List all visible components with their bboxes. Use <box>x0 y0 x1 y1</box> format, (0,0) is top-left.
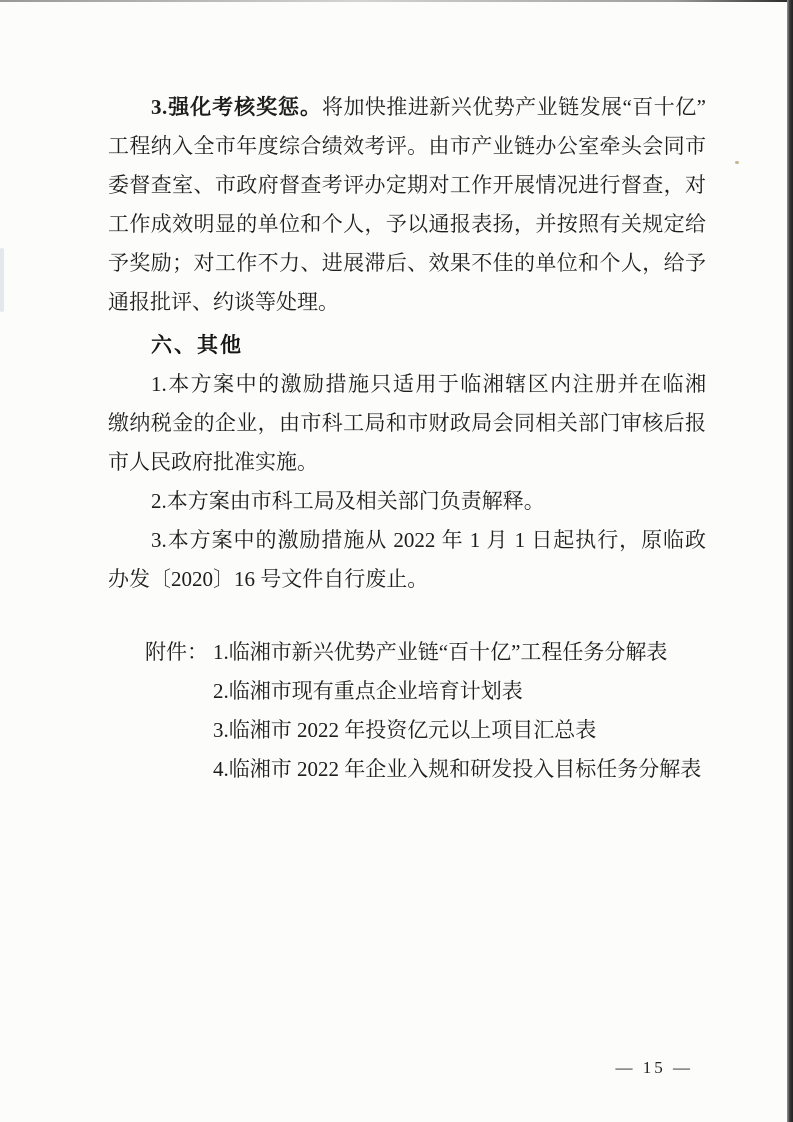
scan-edge-right <box>787 0 793 1122</box>
attachment-item: 3.临湘市 2022 年投资亿元以上项目汇总表 <box>213 718 597 742</box>
attachment-item: 1.临湘市新兴优势产业链“百十亿”工程任务分解表 <box>213 640 668 664</box>
text-line: 工程纳入全市年度综合绩效考评。由市产业链办公室牵头会同市 <box>108 134 706 158</box>
text-line: 2.本方案由市科工局及相关部门负责解释。 <box>151 489 545 513</box>
text-line: 办发〔2020〕16 号文件自行废止。 <box>108 567 429 591</box>
attachments-label: 附件： <box>145 640 208 664</box>
attachments-block <box>108 633 706 789</box>
scan-edge-top <box>0 0 793 2</box>
text-line: 工作成效明显的单位和个人，予以通报表扬，并按照有关规定给 <box>108 212 706 236</box>
attachment-item: 2.临湘市现有重点企业培育计划表 <box>213 679 523 703</box>
text-line <box>108 88 706 127</box>
text-line: 3.本方案中的激励措施从 2022 年 1 月 1 日起执行，原临政 <box>151 528 706 552</box>
attachments-list <box>213 633 706 789</box>
bold-lead-text: 3.强化考核奖惩。 <box>151 95 322 119</box>
scan-smudge <box>0 248 4 312</box>
text-line: 市人民政府批准实施。 <box>108 450 318 474</box>
text-line: 予奖励；对工作不力、进展滞后、效果不佳的单位和个人，给予 <box>108 251 706 275</box>
text-line: 委督查室、市政府督查考评办定期对工作开展情况进行督查，对 <box>108 173 706 197</box>
text-run: 将加快推进新兴优势产业链发展“百十亿” <box>321 95 706 119</box>
attachment-item: 4.临湘市 2022 年企业入规和研发投入目标任务分解表 <box>213 757 702 781</box>
scan-speck <box>735 161 739 164</box>
paragraph-assessment <box>108 88 706 322</box>
document-body <box>108 88 706 789</box>
text-line: 1.本方案中的激励措施只适用于临湘辖区内注册并在临湘 <box>151 372 706 396</box>
paragraph-scope <box>108 365 706 482</box>
section-heading: 六、其他 <box>151 334 243 357</box>
paragraph-effective-date <box>108 521 706 599</box>
paragraph-interpretation <box>108 482 706 521</box>
text-line: 缴纳税金的企业，由市科工局和市财政局会同相关部门审核后报 <box>108 411 706 435</box>
page-number: — 15 — <box>615 1058 693 1077</box>
text-line: 通报批评、约谈等处理。 <box>108 290 339 314</box>
